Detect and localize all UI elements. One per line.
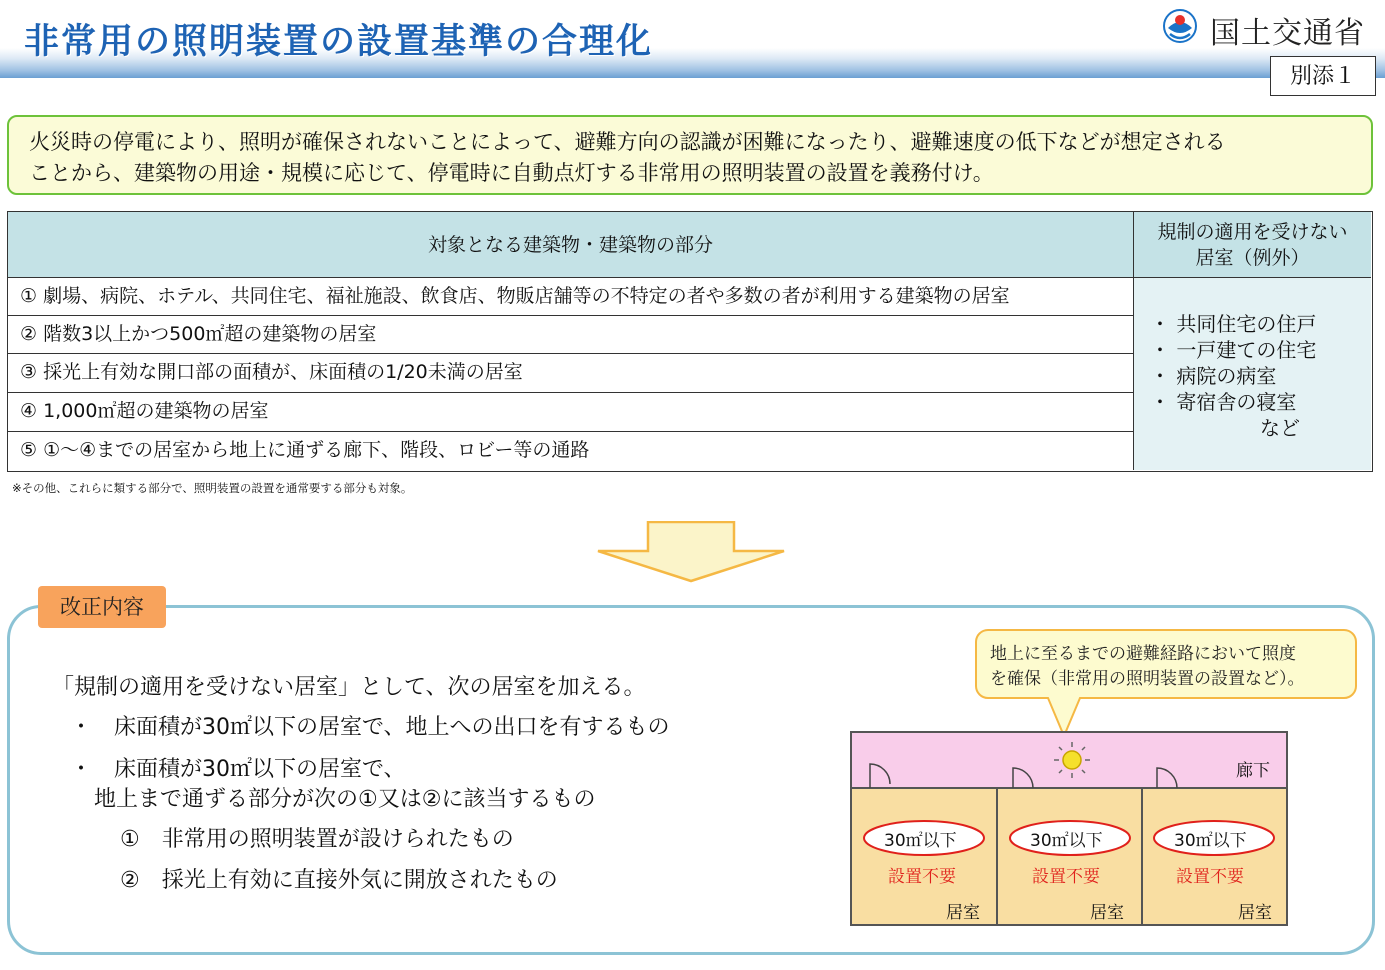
room-status-label: 設置不要 (1032, 867, 1100, 887)
table-header-exception (1133, 212, 1371, 277)
page-title: 非常用の照明装置の設置基準の合理化 (24, 22, 654, 62)
room-status-label: 設置不要 (888, 867, 956, 887)
revision-tag: 改正内容 (38, 586, 166, 628)
list-item: ・ 一戸建ての住宅 (1150, 338, 1317, 362)
revision-bullet-2-line-1: ・ 床面積が30㎡以下の居室で、 (70, 757, 406, 782)
table-row: ③ 採光上有効な開口部の面積が、床面積の1/20未満の居室 (8, 353, 1133, 391)
revision-bullet-1: ・ 床面積が30㎡以下の居室で、地上への出口を有するもの (70, 715, 670, 740)
intro-box (7, 115, 1373, 195)
room-area-label: 30㎡以下 (1030, 831, 1103, 851)
exception-list-cell (1133, 277, 1371, 470)
room-label: 居室 (1238, 903, 1272, 923)
callout-text (990, 642, 1345, 692)
mlit-logo-icon (1162, 8, 1198, 44)
callout-line-1: 地上に至るまでの避難経路において照度 (990, 644, 1296, 664)
table-row: ① 劇場、病院、ホテル、共同住宅、福祉施設、飲食店、物販店舗等の不特定の者や多数の者が利用する建築物の居室 (8, 277, 1133, 315)
table-row: ② 階数3以上かつ500㎡超の建築物の居室 (8, 315, 1133, 353)
list-item: ・ 病院の病室 (1150, 364, 1277, 388)
regulation-table (7, 211, 1373, 472)
revision-lead: 「規制の適用を受けない居室」として、次の居室を加える。 (52, 675, 646, 700)
table-header-exception-line-2: 居室（例外） (1195, 246, 1310, 269)
intro-line-1: 火災時の停電により、照明が確保されないことによって、避難方向の認識が困難になったり、避難速度の低下などが想定される (29, 130, 1226, 154)
exception-list (1150, 311, 1316, 441)
down-arrow-icon (596, 521, 786, 583)
ministry-name: 国土交通省 (1210, 16, 1365, 51)
corridor-label: 廊下 (1236, 761, 1270, 781)
list-item: ・ 寄宿舎の寝室 (1150, 390, 1297, 414)
revision-sub-item-2: ② 採光上有効に直接外気に開放されたもの (120, 868, 558, 893)
room-area-label: 30㎡以下 (1174, 831, 1247, 851)
table-row: ④ 1,000㎡超の建築物の居室 (8, 392, 1133, 430)
attachment-label: 別添１ (1270, 56, 1376, 96)
room-status-label: 設置不要 (1176, 867, 1244, 887)
table-footnote: ※その他、これらに類する部分で、照明装置の設置を通常要する部分も対象。 (12, 481, 413, 495)
room-label: 居室 (946, 903, 980, 923)
intro-line-2: ことから、建築物の用途・規模に応じて、停電時に自動点灯する非常用の照明装置の設置を義務付け。 (29, 161, 994, 185)
table-header-exception-line-1: 規制の適用を受けない (1157, 220, 1348, 243)
revision-bullet-2-line-2: 地上まで通ずる部分が次の①又は②に該当するもの (94, 787, 596, 812)
table-header-target-text: 対象となる建築物・建築物の部分 (427, 233, 713, 256)
callout-line-2: を確保（非常用の照明装置の設置など）。 (990, 669, 1305, 689)
table-header-target (8, 212, 1133, 277)
revision-sub-item-1: ① 非常用の照明装置が設けられたもの (120, 827, 514, 852)
room-label: 居室 (1090, 903, 1124, 923)
floor-plan-diagram (850, 731, 1290, 929)
table-row: ⑤ ①～④までの居室から地上に通ずる廊下、階段、ロビー等の通路 (8, 431, 1133, 470)
list-item-etc: など (1260, 416, 1300, 440)
list-item: ・ 共同住宅の住戸 (1150, 312, 1317, 336)
room-area-label: 30㎡以下 (884, 831, 957, 851)
